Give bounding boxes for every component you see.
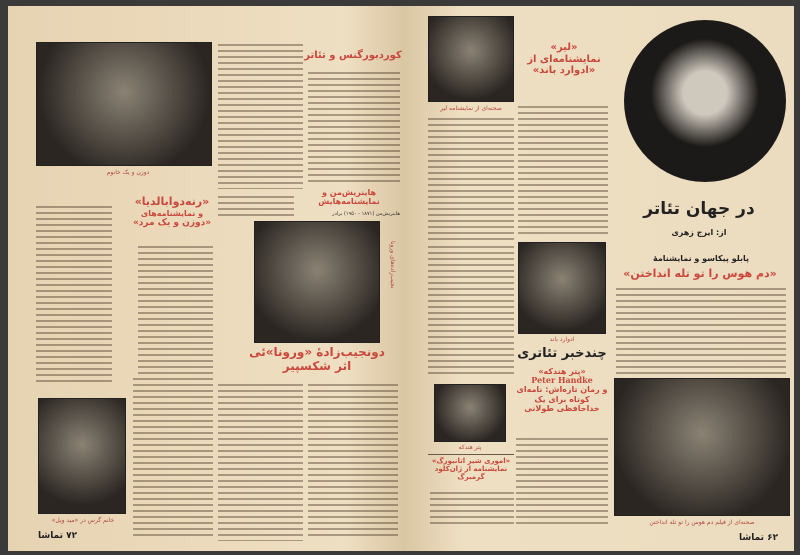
photo-caption: دوزن و یک خانوم [106,169,150,176]
lear-headline-line1: «لیر» [550,42,578,53]
text-column [138,246,213,374]
handke-line1: «پتر هندکه» [538,367,586,376]
right-page [404,6,794,551]
text-column [518,106,608,236]
text-column [308,384,398,539]
renee-headline-line2: و نمایشنامه‌های [140,208,204,218]
heinrich-headline: هاینریش‌من و نمایشنامه‌هایش [318,188,380,207]
text-column [308,72,400,184]
lear-headline-line2: نمایشنامه‌ای از [527,53,601,65]
lear-photo-caption: صحنه‌ای از نمایشنامه لیر [440,105,502,112]
text-column [516,438,608,526]
text-column [36,206,112,386]
orfeo-line1: «اموری شیر اتانبورگ» [431,457,511,465]
author: از: ایرج زهری [671,228,727,237]
verona-headline-line1: دونجیب‌زادهٔ «ورونا»ئی [249,345,385,359]
photo-peter-handke [434,384,506,442]
page-number: ۷۲ [66,531,78,541]
divider [428,454,514,455]
section-title: در جهان تئاتر [643,199,755,219]
orfeo-line2: نمایشنامه از ژان‌کلود گرمبرگ [434,465,508,482]
renee-headline-line3: «دوزن و یک مرد» [132,217,212,228]
news-title: چندخبر تئاتری [517,346,607,361]
text-column [430,492,514,526]
bond-caption: ادوارد باند [549,336,575,343]
text-column [218,384,303,541]
photo-circle [624,20,786,182]
text-column [428,246,514,378]
text-column [616,288,786,374]
verona-headline-line2: اثر شکسپیر [282,358,352,373]
left-page [8,6,404,551]
magazine-logo: تماشا [38,531,64,541]
orfeo-headline [426,457,516,481]
handke-caption: پتر هندکه [458,444,482,451]
photo-edward-bond [518,242,606,334]
kurd-headline: کوردبورگنس و تئاتر [304,50,402,61]
renee-headline [114,196,230,228]
handke-line2: و رمان تازه‌اش: نامه‌ای کوتاه برای یک خداحافظی طولانی [516,385,608,413]
verona-headline [234,346,400,374]
text-column [133,378,213,538]
text-column [428,118,514,241]
photo-picasso-play [614,378,790,516]
page-footer [739,534,778,544]
magazine-logo: تماشا [739,533,765,543]
page-number: ۶۲ [767,533,779,543]
bottom-photo-caption: خانم گرس در «مید ویل» [51,517,115,524]
picasso-headline: «دم هوس را تو تله انداختن» [623,267,777,280]
lear-headline-line3: «ادوارد باند» [532,65,596,76]
handke-headline [516,367,608,413]
photo-verona [254,221,380,343]
photo-two-women-and-man [36,42,212,166]
handke-english: Peter Handke [531,375,593,386]
picasso-subtitle: پابلو پیکاسو و نمایشنامهٔ [652,254,750,263]
photo-lear-scene [428,16,514,102]
verona-photo-caption: نجیب‌زاده‌های ورونا [389,241,396,289]
bottom-photo-caption: صحنه‌ای از فیلم دم هوس را تو تله انداختن [649,519,755,526]
heinrich-dates: هاینریش‌من (۱۸۷۱ - ۱۹۵۰) برادر [332,211,400,217]
page-footer [38,532,77,542]
renee-headline-line1: «رنه‌دوابالدیا» [134,195,210,208]
text-column [218,44,303,189]
lear-headline [516,42,612,77]
photo-bottom [38,398,126,514]
